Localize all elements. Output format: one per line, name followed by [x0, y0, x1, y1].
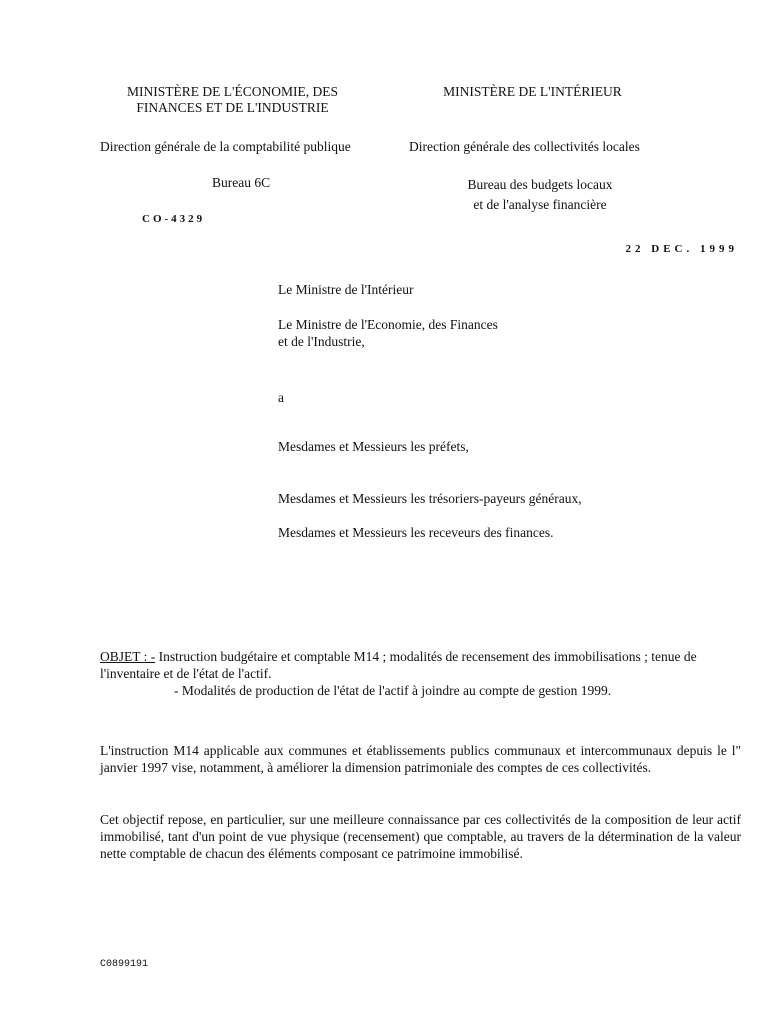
direction-comptabilite: Direction générale de la comptabilité publique — [100, 139, 351, 154]
ministry-interieur-line: MINISTÈRE DE L'INTÉRIEUR — [443, 84, 622, 99]
ministry-economie-line1: MINISTÈRE DE L'ÉCONOMIE, DES — [127, 84, 338, 99]
objet-subtext: - Modalités de production de l'état de l'actif à joindre au compte de gestion 1999. — [174, 683, 612, 698]
bureau-budgets-locaux — [420, 175, 660, 215]
ministry-economie-line2: FINANCES ET DE L'INDUSTRIE — [136, 100, 329, 115]
body-paragraph-1: L'instruction M14 applicable aux communes et établissements publics communaux et intercommunaux depuis le l" janvier 1997 vise, notamment, à améliorer la dimension patrimoniale des comptes de ces collectivités. — [100, 743, 741, 775]
ministry-interieur-heading — [400, 84, 665, 100]
recipient-tresoriers: Mesdames et Messieurs les trésoriers-payeurs généraux, — [278, 491, 582, 506]
objet-label: OBJET : - — [100, 649, 156, 664]
recipient-receveurs: Mesdames et Messieurs les receveurs des finances. — [278, 525, 554, 540]
sender-economie — [278, 316, 498, 350]
body-paragraph-2: Cet objectif repose, en particulier, sur une meilleure connaissance par ces collectivités de la composition de leur actif immobilisé, tant d'un point de vue physique (recensement) que comptable, au travers de la détermination de la valeur nette comptable de chacun des éléments composant ce patrimoine immobilisé. — [100, 812, 741, 861]
sender-interieur: Le Ministre de l'Intérieur — [278, 282, 414, 297]
bureau-budgets-line1: Bureau des budgets locaux — [467, 177, 613, 192]
objet-text: Instruction budgétaire et comptable M14 ; modalités de recensement des immobilisations ; tenue de l'inventaire et de l'état de l'actif. — [100, 649, 697, 681]
addressee-connector: a — [278, 390, 284, 405]
ministry-economie-heading — [100, 84, 365, 116]
reference-number: CO-4329 — [142, 213, 206, 225]
sender-economie-line2: et de l'Industrie, — [278, 334, 365, 349]
footer-code: C0899191 — [100, 959, 149, 970]
document-date: 22 DEC. 1999 — [625, 243, 738, 255]
direction-collectivites: Direction générale des collectivités locales — [409, 139, 640, 154]
bureau-budgets-line2: et de l'analyse financière — [473, 197, 607, 212]
sender-economie-line1: Le Ministre de l'Economie, des Finances — [278, 317, 498, 332]
recipient-prefets: Mesdames et Messieurs les préfets, — [278, 439, 469, 454]
bureau-6c: Bureau 6C — [212, 175, 271, 190]
objet-section — [100, 648, 740, 699]
